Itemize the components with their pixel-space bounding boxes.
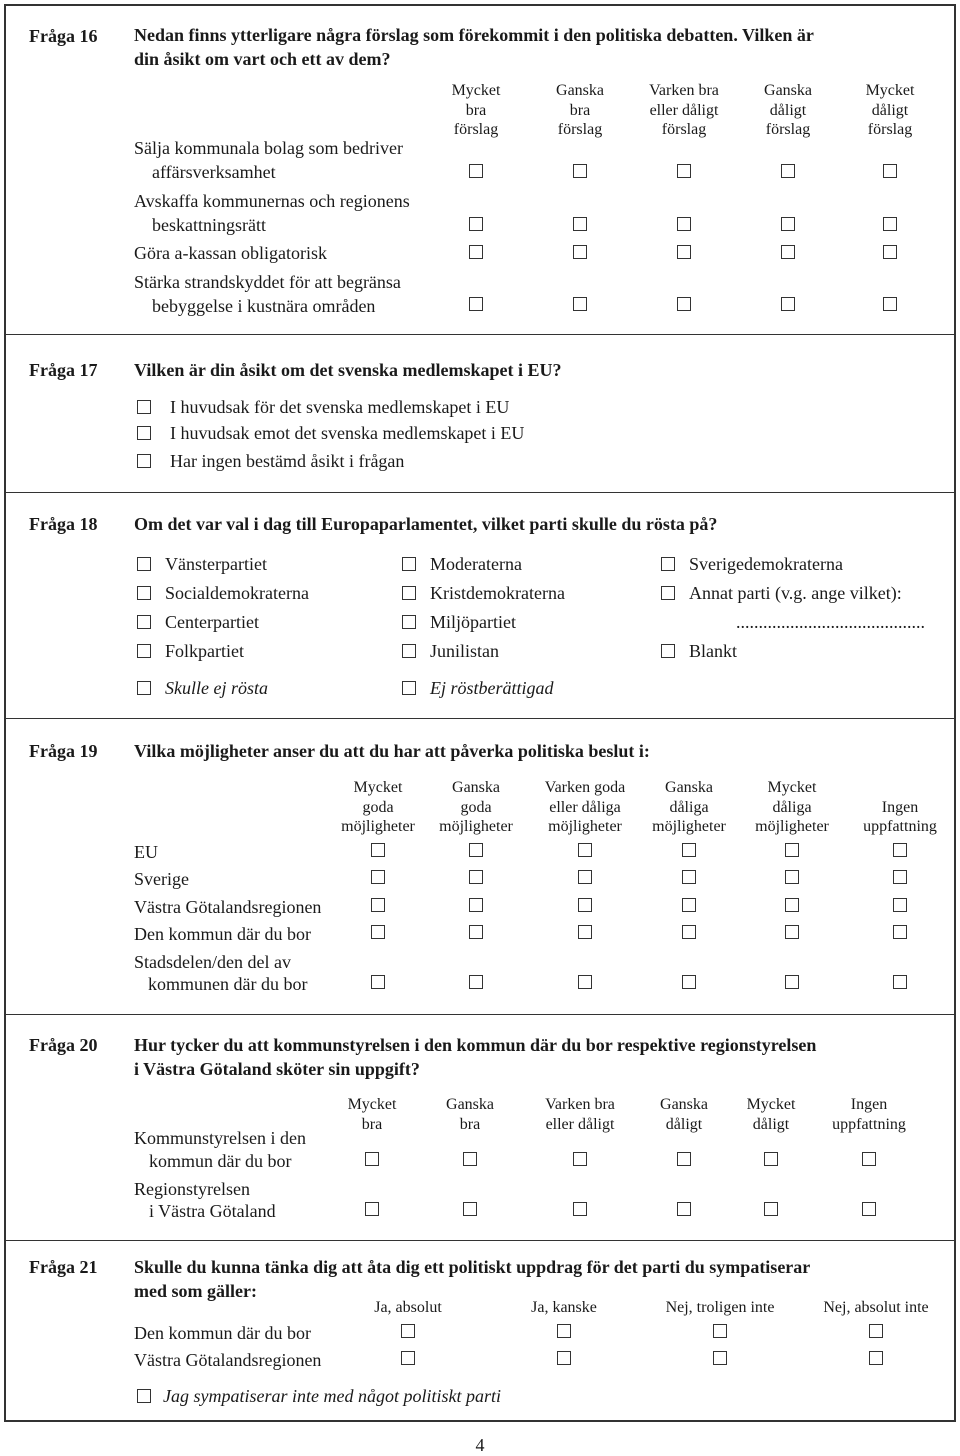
checkbox[interactable] <box>137 454 151 468</box>
checkbox[interactable] <box>883 297 897 311</box>
question-text-line: din åsikt om vart och ett av dem? <box>134 49 391 69</box>
checkbox[interactable] <box>469 843 483 857</box>
checkbox[interactable] <box>137 644 151 658</box>
divider <box>4 1240 956 1241</box>
checkbox[interactable] <box>137 1389 151 1403</box>
party-label: Junilistan <box>430 641 500 661</box>
checkbox[interactable] <box>401 1351 415 1365</box>
divider <box>4 334 956 335</box>
divider <box>4 718 956 719</box>
checkbox[interactable] <box>677 245 691 259</box>
checkbox[interactable] <box>137 615 151 629</box>
row-label: bebyggelse i kustnära områden <box>152 296 376 316</box>
checkbox[interactable] <box>661 557 675 571</box>
column-header: Ja, kanske <box>531 1299 597 1316</box>
party-label: Annat parti (v.g. ange vilket): <box>689 583 902 603</box>
party-label: Sverigedemokraterna <box>689 554 843 574</box>
column-header: Ganska bra <box>446 1096 494 1133</box>
checkbox[interactable] <box>371 843 385 857</box>
column-header: Ingen uppfattning <box>863 798 937 835</box>
checkbox[interactable] <box>573 1152 587 1166</box>
checkbox[interactable] <box>578 870 592 884</box>
column-header: Mycket dåligt förslag <box>865 82 915 138</box>
checkbox[interactable] <box>869 1324 883 1338</box>
row-label: Kommunstyrelsen i den <box>134 1128 306 1148</box>
checkbox[interactable] <box>713 1351 727 1365</box>
question-text-line: med som gäller: <box>134 1281 257 1301</box>
checkbox[interactable] <box>469 925 483 939</box>
question-text-line: Hur tycker du att kommunstyrelsen i den kommun där du bor respektive regionstyrelsen <box>134 1035 817 1055</box>
write-in-dots[interactable]: .......................................... <box>736 612 925 632</box>
checkbox[interactable] <box>661 644 675 658</box>
row-label: Avskaffa kommunernas och regionens <box>134 191 410 211</box>
row-label: Stadsdelen/den del av <box>134 952 291 972</box>
party-label: Vänsterpartiet <box>165 554 267 574</box>
column-header: Mycket bra förslag <box>451 82 501 138</box>
checkbox[interactable] <box>781 245 795 259</box>
row-label: Stärka strandskyddet för att begränsa <box>134 272 401 292</box>
checkbox[interactable] <box>893 925 907 939</box>
checkbox[interactable] <box>401 1324 415 1338</box>
checkbox[interactable] <box>862 1202 876 1216</box>
column-header: Mycket dåliga möjligheter <box>755 779 829 835</box>
column-header: Mycket dåligt <box>746 1096 796 1133</box>
checkbox[interactable] <box>682 898 696 912</box>
row-label: Västra Götalandsregionen <box>134 897 322 917</box>
column-header: Ganska dåliga möjligheter <box>652 779 726 835</box>
checkbox[interactable] <box>578 843 592 857</box>
checkbox[interactable] <box>371 870 385 884</box>
checkbox[interactable] <box>578 898 592 912</box>
checkbox[interactable] <box>137 400 151 414</box>
checkbox[interactable] <box>785 925 799 939</box>
checkbox[interactable] <box>764 1152 778 1166</box>
checkbox[interactable] <box>785 843 799 857</box>
checkbox[interactable] <box>137 426 151 440</box>
checkbox[interactable] <box>781 297 795 311</box>
party-label: Blankt <box>689 641 737 661</box>
column-header: Ja, absolut <box>374 1299 442 1316</box>
question-number: Fråga 20 <box>29 1035 98 1055</box>
checkbox[interactable] <box>682 870 696 884</box>
checkbox[interactable] <box>578 925 592 939</box>
checkbox[interactable] <box>883 217 897 231</box>
row-label: Göra a-kassan obligatorisk <box>134 243 327 263</box>
checkbox[interactable] <box>785 870 799 884</box>
checkbox[interactable] <box>677 297 691 311</box>
question-text: Om det var val i dag till Europaparlamentet, vilket parti skulle du rösta på? <box>134 514 718 534</box>
question-number: Fråga 17 <box>29 360 98 380</box>
checkbox[interactable] <box>862 1152 876 1166</box>
checkbox[interactable] <box>573 164 587 178</box>
checkbox[interactable] <box>573 1202 587 1216</box>
party-label: Miljöpartiet <box>430 612 516 632</box>
checkbox[interactable] <box>573 297 587 311</box>
checkbox[interactable] <box>557 1351 571 1365</box>
row-label: kommunen där du bor <box>148 974 308 994</box>
question-text-line: i Västra Götaland sköter sin uppgift? <box>134 1059 420 1079</box>
checkbox[interactable] <box>371 975 385 989</box>
column-header: Varken goda eller dåliga möjligheter <box>544 779 626 835</box>
column-header: Varken bra eller dåligt <box>545 1096 615 1133</box>
row-label: affärsverksamhet <box>152 162 276 182</box>
checkbox[interactable] <box>469 898 483 912</box>
checkbox[interactable] <box>557 1324 571 1338</box>
row-label: Regionstyrelsen <box>134 1179 250 1199</box>
column-header: Ganska dåligt förslag <box>764 82 812 138</box>
question-text-line: Nedan finns ytterligare några förslag som förekommit i den politiska debatten. Vilken är <box>134 25 814 45</box>
checkbox[interactable] <box>677 1152 691 1166</box>
question-number: Fråga 16 <box>29 26 98 46</box>
checkbox[interactable] <box>137 557 151 571</box>
checkbox[interactable] <box>682 843 696 857</box>
question-number: Fråga 21 <box>29 1257 98 1277</box>
column-header: Ganska bra förslag <box>556 82 604 138</box>
checkbox[interactable] <box>869 1351 883 1365</box>
party-label: Centerpartiet <box>165 612 259 632</box>
checkbox[interactable] <box>402 586 416 600</box>
option-label: Ej röstberättigad <box>430 678 554 698</box>
checkbox[interactable] <box>781 217 795 231</box>
checkbox[interactable] <box>785 898 799 912</box>
row-label: Sälja kommunala bolag som bedriver <box>134 138 403 158</box>
checkbox[interactable] <box>137 681 151 695</box>
checkbox[interactable] <box>469 164 483 178</box>
page-number: 4 <box>475 1435 485 1455</box>
question-text-line: Skulle du kunna tänka dig att åta dig ett politiskt uppdrag för det parti du sympatiserar <box>134 1257 811 1277</box>
question-text: Vilka möjligheter anser du att du har att påverka politiska beslut i: <box>134 741 650 761</box>
checkbox[interactable] <box>573 217 587 231</box>
checkbox[interactable] <box>137 586 151 600</box>
question-number: Fråga 19 <box>29 741 98 761</box>
checkbox[interactable] <box>677 217 691 231</box>
checkbox[interactable] <box>469 245 483 259</box>
checkbox[interactable] <box>371 898 385 912</box>
checkbox[interactable] <box>677 1202 691 1216</box>
checkbox[interactable] <box>463 1152 477 1166</box>
option-label: Jag sympatiserar inte med något politiskt parti <box>163 1386 501 1406</box>
checkbox[interactable] <box>402 681 416 695</box>
checkbox[interactable] <box>661 586 675 600</box>
checkbox[interactable] <box>893 898 907 912</box>
checkbox[interactable] <box>781 164 795 178</box>
checkbox[interactable] <box>893 843 907 857</box>
row-label: Västra Götalandsregionen <box>134 1350 322 1370</box>
checkbox[interactable] <box>764 1202 778 1216</box>
column-header: Ingen uppfattning <box>832 1096 906 1133</box>
checkbox[interactable] <box>883 164 897 178</box>
checkbox[interactable] <box>463 1202 477 1216</box>
checkbox[interactable] <box>785 975 799 989</box>
party-label: Kristdemokraterna <box>430 583 565 603</box>
column-header: Mycket bra <box>347 1096 397 1133</box>
row-label: beskattningsrätt <box>152 215 266 235</box>
checkbox[interactable] <box>677 164 691 178</box>
column-header: Ganska goda möjligheter <box>439 779 513 835</box>
checkbox[interactable] <box>893 870 907 884</box>
party-label: Moderaterna <box>430 554 522 574</box>
option-label: I huvudsak för det svenska medlemskapet i EU <box>170 397 510 417</box>
checkbox[interactable] <box>365 1202 379 1216</box>
row-label: EU <box>134 842 158 862</box>
option-label: Har ingen bestämd åsikt i frågan <box>170 451 405 471</box>
divider <box>4 492 956 493</box>
checkbox[interactable] <box>682 925 696 939</box>
option-label: Skulle ej rösta <box>165 678 268 698</box>
row-label: kommun där du bor <box>149 1151 292 1171</box>
checkbox[interactable] <box>893 975 907 989</box>
checkbox[interactable] <box>883 245 897 259</box>
row-label: i Västra Götaland <box>149 1201 276 1221</box>
divider <box>4 1014 956 1015</box>
column-header: Ganska dåligt <box>660 1096 708 1133</box>
option-label: I huvudsak emot det svenska medlemskapet i EU <box>170 423 525 443</box>
checkbox[interactable] <box>469 870 483 884</box>
row-label: Sverige <box>134 869 189 889</box>
checkbox[interactable] <box>682 975 696 989</box>
checkbox[interactable] <box>371 925 385 939</box>
party-label: Socialdemokraterna <box>165 583 309 603</box>
checkbox[interactable] <box>573 245 587 259</box>
checkbox[interactable] <box>713 1324 727 1338</box>
column-header: Mycket goda möjligheter <box>341 779 415 835</box>
row-label: Den kommun där du bor <box>134 924 311 944</box>
column-header: Varken bra eller dåligt förslag <box>649 82 719 138</box>
checkbox[interactable] <box>469 297 483 311</box>
column-header: Nej, troligen inte <box>665 1299 775 1316</box>
checkbox[interactable] <box>402 557 416 571</box>
party-label: Folkpartiet <box>165 641 244 661</box>
question-number: Fråga 18 <box>29 514 98 534</box>
checkbox[interactable] <box>402 615 416 629</box>
checkbox[interactable] <box>578 975 592 989</box>
question-text: Vilken är din åsikt om det svenska medlemskapet i EU? <box>134 360 562 380</box>
checkbox[interactable] <box>365 1152 379 1166</box>
checkbox[interactable] <box>469 217 483 231</box>
checkbox[interactable] <box>402 644 416 658</box>
column-header: Nej, absolut inte <box>823 1299 929 1316</box>
checkbox[interactable] <box>469 975 483 989</box>
row-label: Den kommun där du bor <box>134 1323 311 1343</box>
